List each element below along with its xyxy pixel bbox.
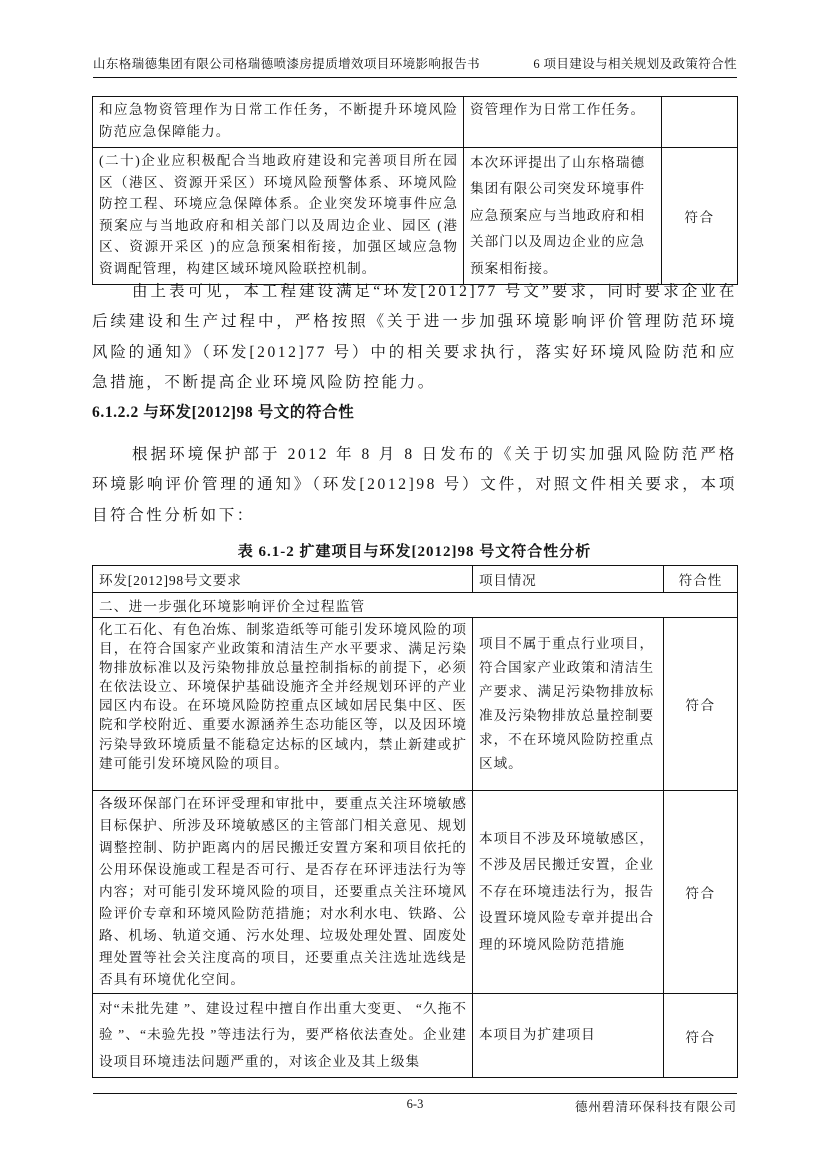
compliance-cell: 符合 bbox=[664, 994, 738, 1078]
table-row bbox=[93, 618, 738, 791]
running-header bbox=[93, 54, 737, 72]
compliance-cell: 符合 bbox=[664, 618, 738, 791]
requirement-cell: 各级环保部门在环评受理和审批中，要重点关注环境敏感目标保护、所涉及环境敏感区的主管部门相关意见、规划调整控制、防护距离内的居民搬迁安置方案和项目依托的公用环保设施或工程是否可行、是否存在环评违法行为等内容；对可能引发环境风险的项目，还要重点关注环境风险评价专章和环境风险防范措施；对水利水电、铁路、公路、机场、轨道交通、污水处理、垃圾处理处置、固废处理处置等社会关注度高的项目，还要重点关注选址选线是否具有环境优化空间。 bbox=[93, 791, 473, 994]
compliance-cell: 符合 bbox=[662, 148, 738, 285]
page-footer bbox=[93, 1097, 737, 1115]
header-chapter-title: 6 项目建设与相关规划及政策符合性 bbox=[533, 57, 737, 71]
requirement-cell: 对“未批先建 ”、建设过程中擅自作出重大变更、 “久拖不验 ”、“未验先投 ”等违法行为，要严格依法查处。企业建设项目环境违法问题严重的，对该企业及其上级集 bbox=[93, 994, 473, 1078]
table-caption: 表 6.1-2 扩建项目与环发[2012]98 号文符合性分析 bbox=[237, 544, 592, 560]
footer-rule bbox=[93, 1093, 737, 1094]
page-number: 6-3 bbox=[406, 1097, 424, 1111]
compliance-cell bbox=[662, 97, 738, 148]
column-header-situation: 项目情况 bbox=[473, 566, 664, 593]
compliance-table-98 bbox=[92, 565, 738, 1078]
paragraph-conclusion-77: 由上表可见，本工程建设满足“环发[2012]77 号文”要求，同时要求企业在后续建设和生产过程中，严格按照《关于进一步加强环境影响评价管理防范环境风险的通知》（环发[2012]77 号）中的相关要求执行，落实好环境风险防范和应急措施，不断提高企业环境风险防控能力。 bbox=[92, 283, 737, 392]
table-row bbox=[93, 791, 738, 994]
situation-cell: 资管理作为日常工作任务。 bbox=[464, 97, 662, 148]
paragraph-intro-98: 根据环境保护部于 2012 年 8 月 8 日发布的《关于切实加强风险防范严格环境影响评价管理的通知》（环发[2012]98 号）文件，对照文件相关要求，本项目符合性分析如下： bbox=[92, 446, 737, 524]
requirement-cell: (二十)企业应积极配合当地政府建设和完善项目所在园区（港区、资源开采区）环境风险预警体系、环境风险防控工程、环境应急保障体系。企业突发环境事件应急预案应与当地政府和相关部门以及周边企业、园区 (港区、资源开采区 )的应急预案相衔接，加强区域应急物资调配管理，构建区域环境风险联控机制。 bbox=[93, 148, 464, 285]
table-row bbox=[93, 97, 738, 148]
column-header-compliance: 符合性 bbox=[664, 566, 738, 593]
situation-cell: 本次环评提出了山东格瑞德集团有限公司突发环境事件应急预案应与当地政府和相关部门以及周边企业的应急预案相衔接。 bbox=[464, 148, 662, 285]
situation-cell: 本项目不涉及环境敏感区，不涉及居民搬迁安置，企业不存在环境违法行为，报告设置环境风险专章并提出合理的环境风险防范措施 bbox=[473, 791, 664, 994]
situation-cell: 项目不属于重点行业项目，符合国家产业政策和清洁生产要求、满足污染物排放标准及污染物排放总量控制要求，不在环境风险防控重点区域。 bbox=[473, 618, 664, 791]
requirement-cell: 化工石化、有色冶炼、制浆造纸等可能引发环境风险的项目，在符合国家产业政策和清洁生产水平要求、满足污染物排放标准以及污染物排放总量控制指标的前提下，必须在依法设立、环境保护基础设施齐全并经规划环评的产业园区内布设。在环境风险防控重点区域如居民集中区、医院和学校附近、重要水源涵养生态功能区等，以及因环境污染导致环境质量不能稳定达标的区域内，禁止新建或扩建可能引发环境风险的项目。 bbox=[93, 618, 473, 791]
table-section-row bbox=[93, 593, 738, 618]
table-header-row bbox=[93, 566, 738, 593]
requirement-cell: 和应急物资管理作为日常工作任务，不断提升环境风险防范应急保障能力。 bbox=[93, 97, 464, 148]
compliance-table-77 bbox=[92, 96, 738, 285]
table-row bbox=[93, 148, 738, 285]
compliance-cell: 符合 bbox=[664, 791, 738, 994]
header-rule bbox=[93, 77, 737, 78]
column-header-requirement: 环发[2012]98号文要求 bbox=[93, 566, 473, 593]
table-row bbox=[93, 994, 738, 1078]
section-heading-6122: 6.1.2.2 与环发[2012]98 号文的符合性 bbox=[92, 404, 355, 421]
section-title-cell: 二、进一步强化环境影响评价全过程监管 bbox=[93, 593, 738, 618]
situation-cell: 本项目为扩建项目 bbox=[473, 994, 664, 1078]
header-report-title: 山东格瑞德集团有限公司格瑞德喷漆房提质增效项目环境影响报告书 bbox=[93, 57, 481, 71]
footer-company-name: 德州碧清环保科技有限公司 bbox=[574, 1100, 737, 1114]
